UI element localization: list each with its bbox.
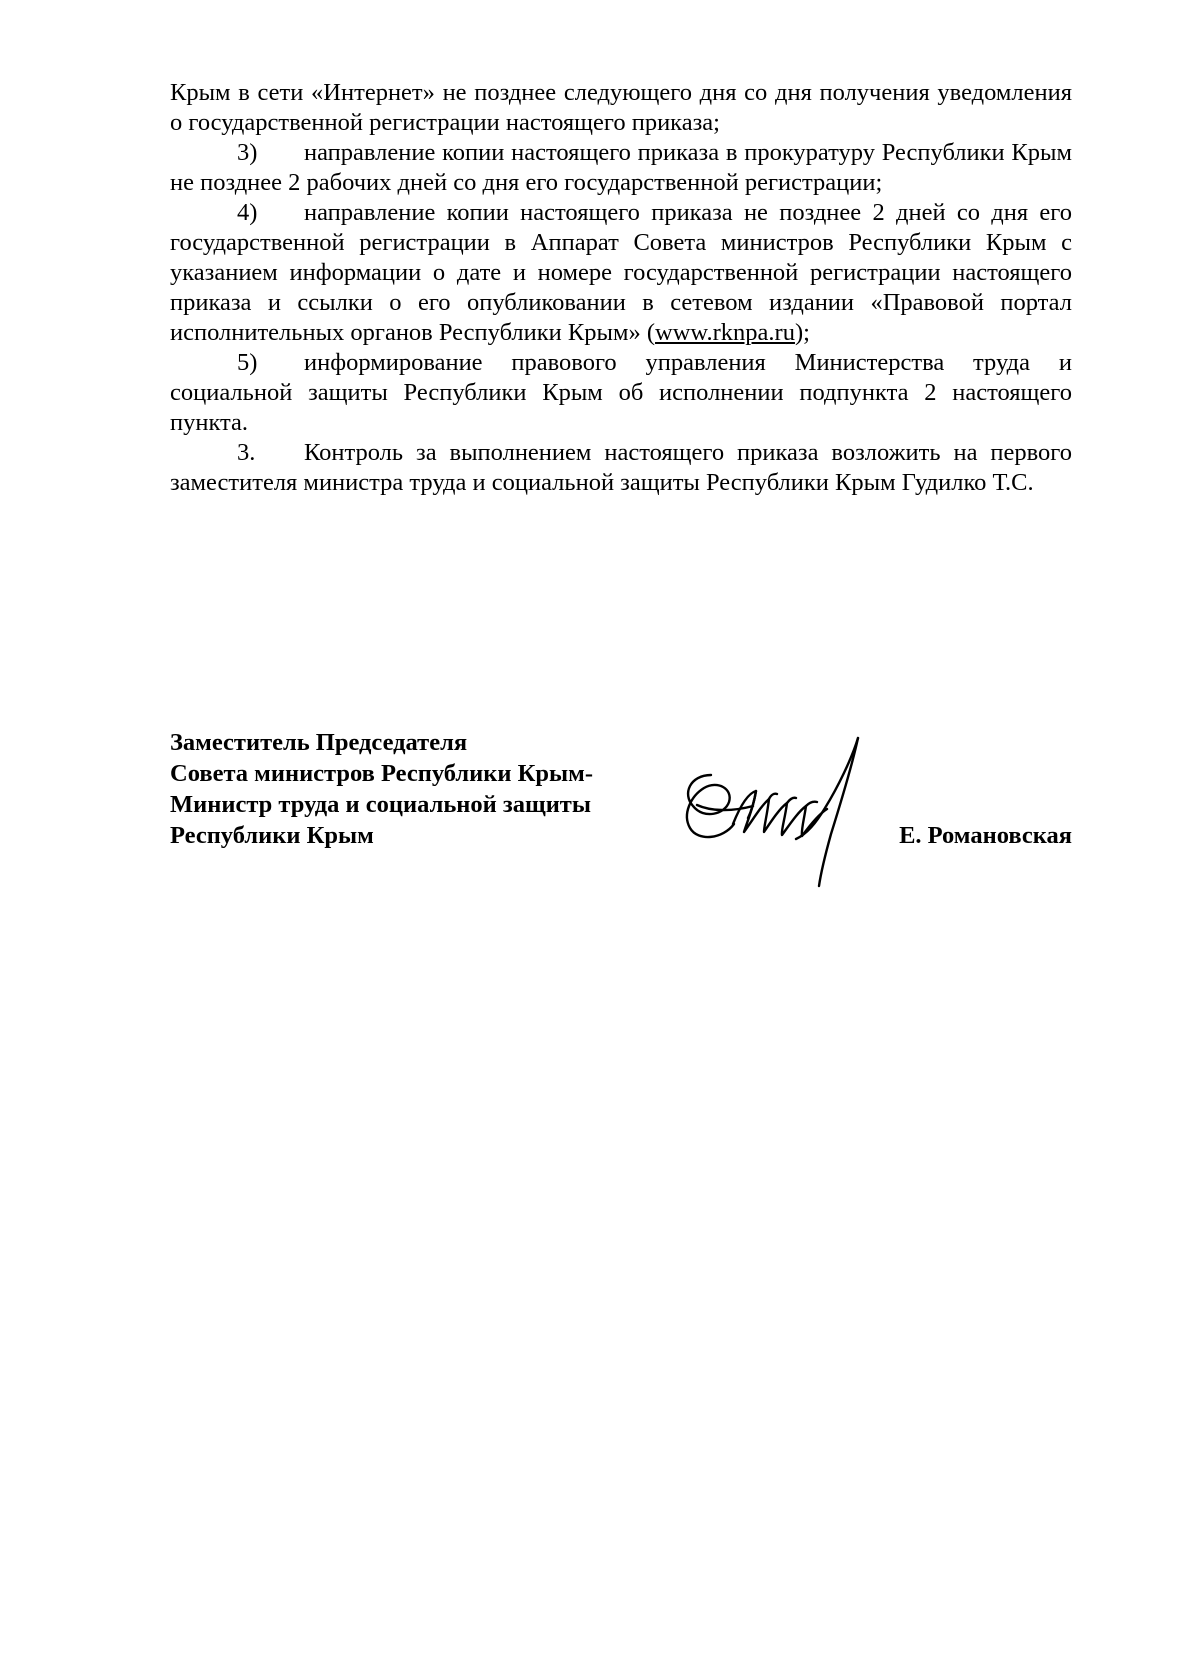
signer-name: Е. Романовская [899,822,1072,849]
list-item-number: 5) [237,349,258,376]
paragraph-text: Крым в сети «Интернет» не позднее следующего дня со дня получения уведомления о государственной регистрации настоящего приказа; [170,79,1072,136]
list-item-4-council [170,198,1072,348]
position-line: Заместитель Председателя [170,729,468,756]
document-body [170,78,1072,498]
list-item-number: 4) [237,199,258,226]
paragraph-text: Контроль за выполнением настоящего приказа возложить на первого заместителя министра труда и социальной защиты Республики Крым Гудилко Т.С. [170,439,1072,496]
signer-position-title [170,727,670,851]
list-item-3-prosecutor [170,138,1072,198]
list-item-number: 3) [237,139,258,166]
paragraph-text: направление копии настоящего приказа в прокуратуру Республики Крым не позднее 2 рабочих дней со дня его государственной регистрации; [170,139,1072,196]
link-suffix: ); [794,319,810,346]
list-item-5-legal-department [170,348,1072,438]
paragraph-continuation [170,78,1072,138]
paragraph-text: информирование правового управления Министерства труда и социальной защиты Республики Крым об исполнении подпункта 2 настоящего пункта. [170,349,1072,436]
clause-number: 3. [237,439,256,466]
paragraph-text: направление копии настоящего приказа не позднее 2 дней со дня его государственной регистрации в Аппарат Совета министров Республики Крым с указанием информации о дате и номере государственной регистрации настоящего приказа и ссылки о его опубликовании в сетевом издании «Правовой портал исполнительных органов Республики Крым» [170,199,1072,346]
signature-block [170,727,1072,887]
handwritten-signature-icon [670,736,880,888]
position-line: Республики Крым [170,822,374,849]
clause-3-control [170,438,1072,498]
position-line: Министр труда и социальной защиты [170,791,591,818]
link-prefix: ( [646,319,656,346]
position-line: Совета министров Республики Крым- [170,760,593,787]
rknpa-link[interactable]: www.rknpa.ru [655,319,795,346]
